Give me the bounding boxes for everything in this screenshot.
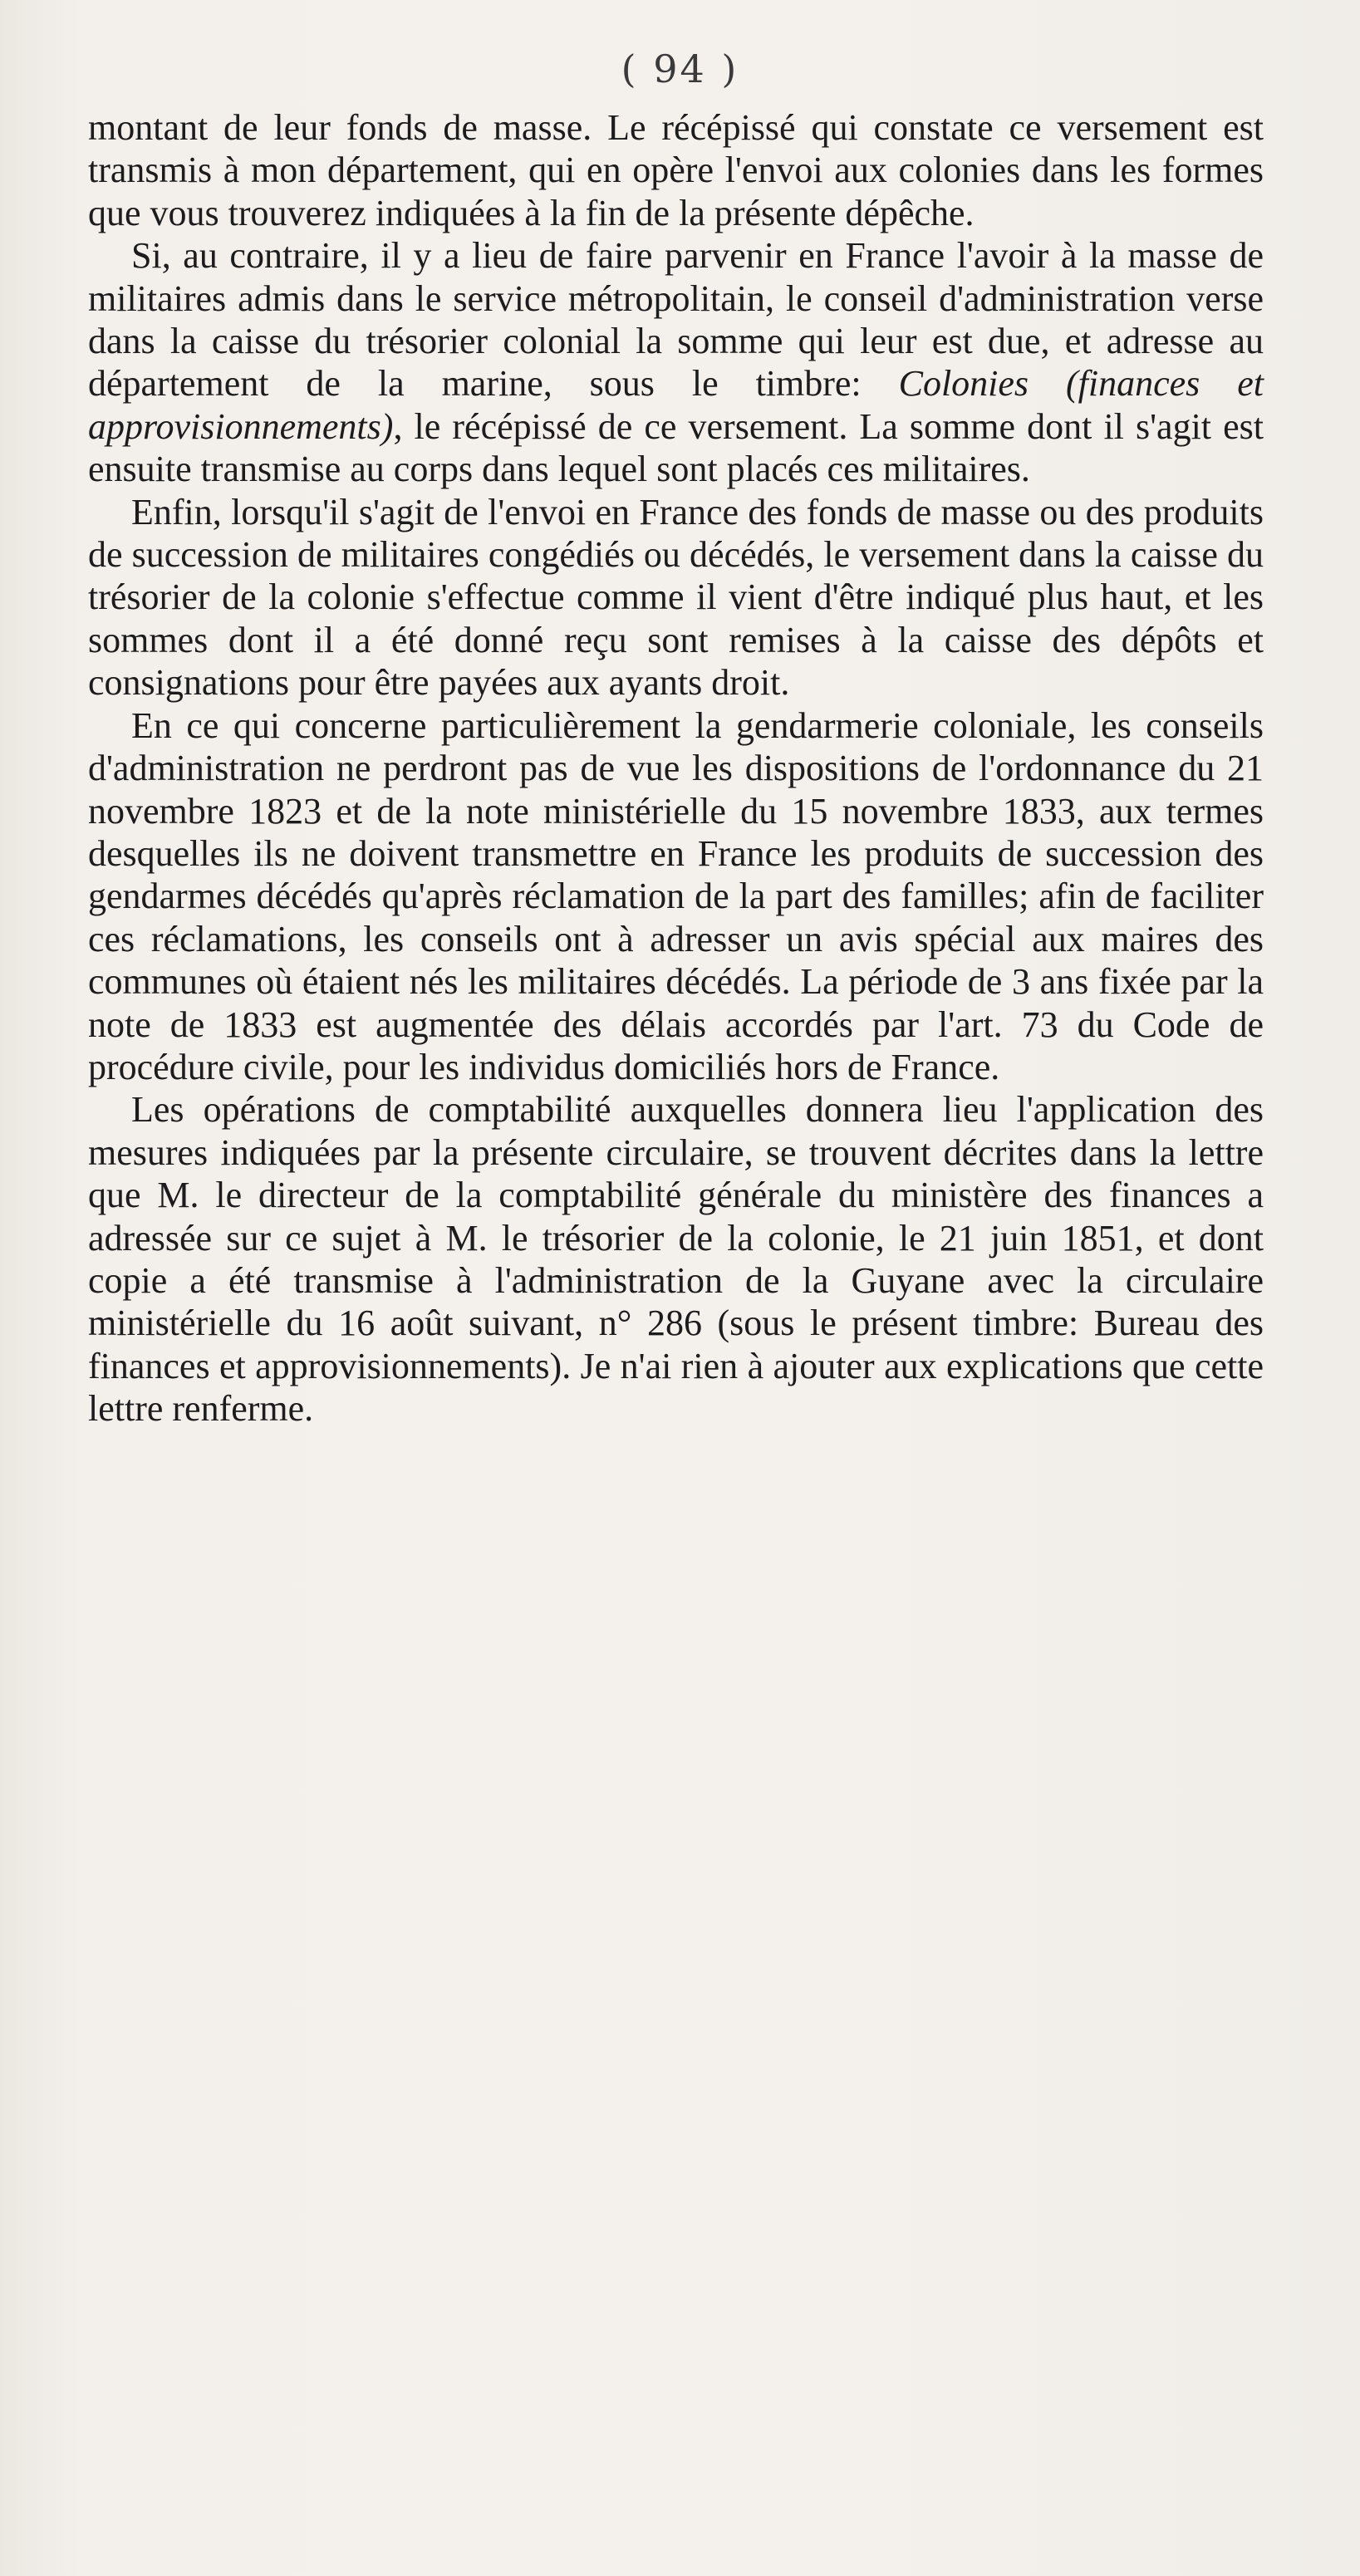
paragraph-5	[88, 1088, 1264, 1430]
paragraph-5-text: Les opérations de comptabilité auxquelles donnera lieu l'application des mesures indiquées par la présente circulaire, se trouvent décrites dans la lettre que M. le directeur de la comptabilité générale du ministère des finances a adressée sur ce sujet à M. le trésorier de la colonie, le 21 juin 1851, et dont copie a été transmise à l'administration de la Guyane avec la circulaire ministérielle du 16 août suivant, n° 286 (sous le présent timbre: Bureau des finances et approvisionnements). Je n'ai rien à ajouter aux explications que cette lettre renferme.	[88, 1089, 1264, 1430]
paragraph-2	[88, 234, 1264, 490]
paragraph-4-text: En ce qui concerne particulièrement la gendarmerie coloniale, les conseils d'administration ne perdront pas de vue les dispositions de l'ordonnance du 21 novembre 1823 et de la note ministérielle du 15 novembre 1833, aux termes desquelles ils ne doivent transmettre en France les produits de succession des gendarmes décédés qu'après réclamation de la part des familles; afin de faciliter ces réclamations, les conseils ont à adresser un avis spécial aux maires des communes où étaient nés les militaires décédés. La période de 3 ans fixée par la note de 1833 est augmentée des délais accordés par l'art. 73 du Code de procédure civile, pour les individus domiciliés hors de France.	[88, 704, 1264, 1087]
body-text	[88, 106, 1264, 1430]
paragraph-3-text: Enfin, lorsqu'il s'agit de l'envoi en France des fonds de masse ou des produits de succession de militaires congédiés ou décédés, le versement dans la caisse du trésorier de la colonie s'effectue comme il vient d'être indiqué plus haut, et les sommes dont il a été donné reçu sont remises à la caisse des dépôts et consignations pour être payées aux ayants droit.	[88, 491, 1264, 704]
paragraph-1-text: montant de leur fonds de masse. Le récépissé qui constate ce versement est transmis à mon département, qui en opère l'envoi aux colonies dans les formes que vous trouverez indiquées à la fin de la présente dépêche.	[88, 107, 1264, 233]
paragraph-2-italic-timbre: Colonies (finances et approvisionnements)	[88, 363, 1264, 447]
page-number: ( 94 )	[621, 47, 739, 91]
paragraph-3	[88, 491, 1264, 704]
paragraph-2-text-a: Si, au contraire, il y a lieu de faire parvenir en France l'avoir à la masse de militaires admis dans le service métropolitain, le conseil d'administration verse dans la caisse du trésorier colonial la somme qui leur est due, et adresse au département de la marine, sous le timbre:	[88, 235, 1264, 405]
paragraph-4	[88, 704, 1264, 1089]
paragraph-1	[88, 106, 1264, 234]
paragraph-2-text-b: , le récépissé de ce versement. La somme dont il s'agit est ensuite transmise au corps dans lequel sont placés ces militaires.	[88, 405, 1264, 490]
